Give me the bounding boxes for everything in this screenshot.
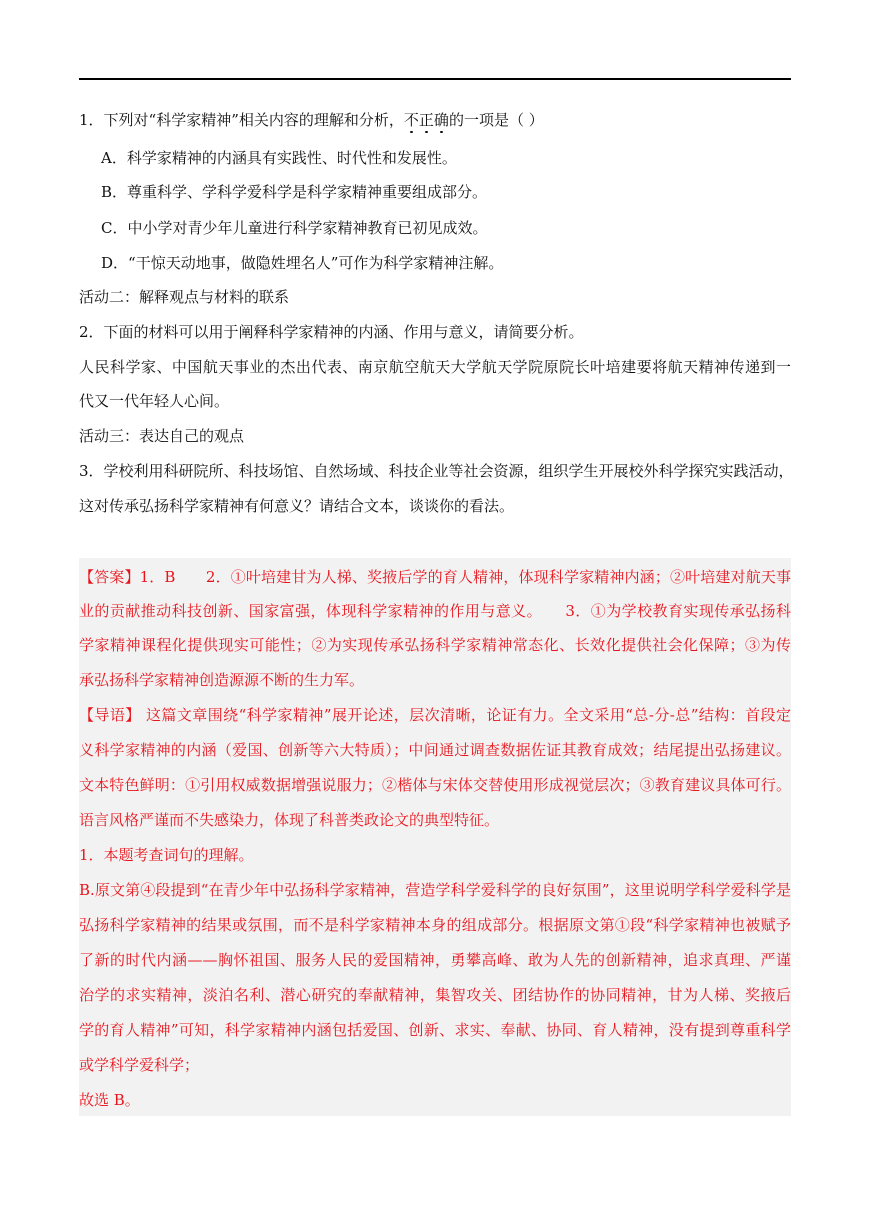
question-2-material: 人民科学家、中国航天事业的杰出代表、南京航空航天大学航天学院原院长叶培建要将航天精神传递到一 [79, 358, 791, 376]
analysis-line: 学的育人精神”可知，科学家精神内涵包括爱国、创新、求实、奉献、协同、育人精神，没有提到尊重科学 [79, 1021, 791, 1039]
stem-text: 1．下列对“科学家精神”相关内容的理解和分析， [79, 111, 404, 129]
question-2-material: 代又一代年轻人心间。 [79, 392, 230, 410]
emphasis-char: 确 [433, 111, 449, 129]
question-1-stem [79, 109, 791, 131]
option-b: B．尊重科学、学科学爱科学是科学家精神重要组成部分。 [101, 183, 488, 201]
answer-line: 业的贡献推动科技创新、国家富强，体现科学家精神的作用与意义。 3．①为学校教育实现传承弘扬科 [79, 602, 791, 620]
option-d: D．“干惊天动地事，做隐姓埋名人”可作为科学家精神注解。 [101, 254, 504, 272]
conclusion-line: 故选 B。 [79, 1091, 140, 1109]
question-3: 这对传承弘扬科学家精神有何意义？请结合文本，谈谈你的看法。 [79, 497, 515, 515]
guide-line: 语言风格严谨而不失感染力，体现了科普类政论文的典型特征。 [79, 811, 500, 829]
emphasis-char: 不 [403, 111, 419, 129]
analysis-line: B.原文第④段提到“在青少年中弘扬科学家精神，营造学科学爱科学的良好氛围”，这里说明学科学爱科学是 [79, 881, 791, 899]
option-a: A．科学家精神的内涵具有实践性、时代性和发展性。 [101, 149, 457, 167]
guide-line: 【导语】 这篇文章围绕“科学家精神”展开论述，层次清晰，论证有力。全文采用“总-分-总”结构：首段定 [79, 706, 791, 724]
activity-3-heading: 活动三：表达自己的观点 [79, 427, 245, 445]
analysis-line: 了新的时代内涵——胸怀祖国、服务人民的爱国精神，勇攀高峰、敢为人先的创新精神，追求真理、严谨 [79, 951, 791, 969]
stem-text: 的一项是（ ） [448, 111, 544, 129]
analysis-line: 治学的求实精神，淡泊名利、潜心研究的奉献精神，集智攻关、团结协作的协同精神，甘为人梯、奖掖后 [79, 986, 791, 1004]
answer-line: 【答案】1．B 2．①叶培建甘为人梯、奖掖后学的育人精神，体现科学家精神内涵；②叶培建对航天事 [79, 568, 791, 586]
option-c: C．中小学对青少年儿童进行科学家精神教育已初见成效。 [101, 219, 488, 237]
question-3: 3．学校利用科研院所、科技场馆、自然场域、科技企业等社会资源，组织学生开展校外科学探究实践活动， [79, 462, 794, 480]
answer-line: 承弘扬科学家精神创造源源不断的生力军。 [79, 671, 365, 689]
header-rule [79, 78, 791, 80]
analysis-line: 弘扬科学家精神的结果或氛围，而不是科学家精神本身的组成部分。根据原文第①段“科学家精神也被赋予 [79, 916, 791, 934]
question-2: 2．下面的材料可以用于阐释科学家精神的内涵、作用与意义，请简要分析。 [79, 323, 584, 341]
emphasis-char: 正 [418, 111, 434, 129]
guide-line: 文本特色鲜明：①引用权威数据增强说服力；②楷体与宋体交替使用形成视觉层次；③教育建议具体可行。 [79, 776, 791, 794]
analysis-line: 或学科学爱科学； [79, 1056, 200, 1074]
answer-line: 学家精神课程化提供现实可能性；②为实现传承弘扬科学家精神常态化、长效化提供社会化保障；③为传 [79, 636, 791, 654]
analysis-line: 1．本题考查词句的理解。 [79, 846, 254, 864]
guide-line: 义科学家精神的内涵（爱国、创新等六大特质）；中间通过调查数据佐证其教育成效；结尾提出弘扬建议。 [79, 741, 791, 759]
activity-2-heading: 活动二：解释观点与材料的联系 [79, 288, 290, 306]
